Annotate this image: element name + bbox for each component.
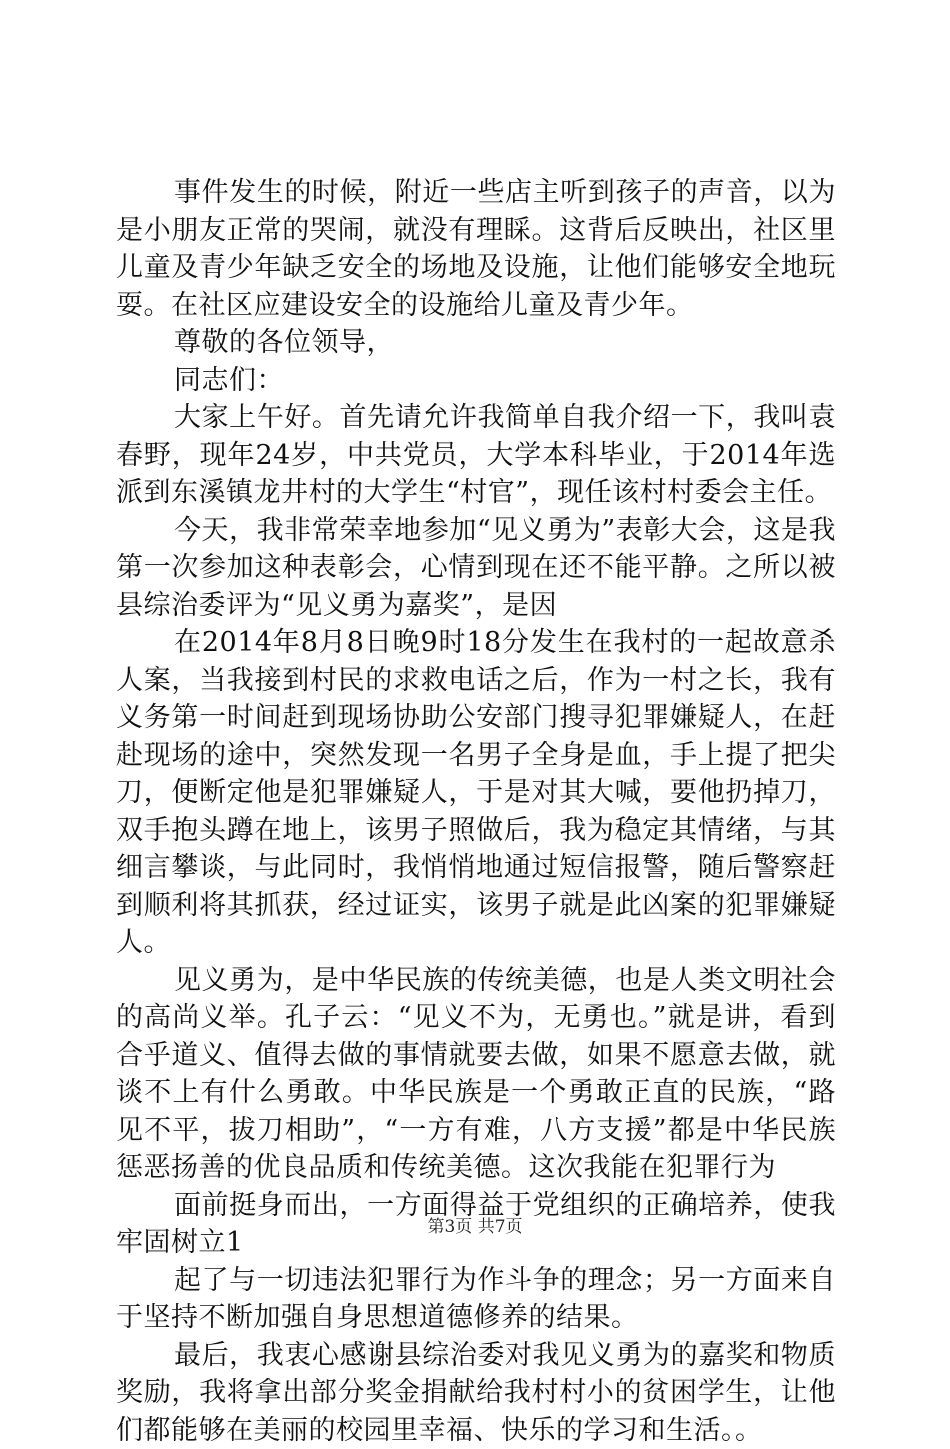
paragraph-self-introduction: 大家上午好。首先请允许我简单自我介绍一下，我叫袁春野，现年24岁，中共党员，大学本科毕业，于2014年选派到东溪镇龙井村的大学生“村官”，现任该村村委会主任。	[116, 399, 836, 512]
paragraph-award-meeting: 今天，我非常荣幸地参加“见义勇为”表彰大会，这是我第一次参加这种表彰会，心情到现在还不能平静。之所以被县综治委评为“见义勇为嘉奖”，是因	[116, 512, 836, 625]
paragraph-incident-context: 事件发生的时候，附近一些店主听到孩子的声音，以为是小朋友正常的哭闹，就没有理睬。这背后反映出，社区里儿童及青少年缺乏安全的场地及设施，让他们能够安全地玩耍。在社区应建设安全的设施给儿童及青少年。	[116, 174, 836, 324]
paragraph-virtue: 见义勇为，是中华民族的传统美德，也是人类文明社会的高尚义举。孔子云：“见义不为，无勇也。”就是讲，看到合乎道义、值得去做的事情就要去做，如果不愿意去做，就谈不上有什么勇敢。中华民族是一个勇敢正直的民族，“路见不平，拔刀相助”，“一方有难，八方支援”都是中华民族惩恶扬善的优良品质和传统美德。这次我能在犯罪行为	[116, 962, 836, 1187]
page-number-footer: 第3页 共7页	[0, 1212, 950, 1237]
paragraph-incident-account: 在2014年8月8日晚9时18分发生在我村的一起故意杀人案，当我接到村民的求救电话之后，作为一村之长，我有义务第一时间赶到现场协助公安部门搜寻犯罪嫌疑人，在赶赴现场的途中，突然发现一名男子全身是血，手上提了把尖刀，便断定他是犯罪嫌疑人，于是对其大喊，要他扔掉刀，双手抱头蹲在地上，该男子照做后，我为稳定其情绪，与其细言攀谈，与此同时，我悄悄地通过短信报警，随后警察赶到顺利将其抓获，经过证实，该男子就是此凶案的犯罪嫌疑人。	[116, 624, 836, 962]
paragraph-self-cultivation: 起了与一切违法犯罪行为作斗争的理念；另一方面来自于坚持不断加强自身思想道德修养的结果。	[116, 1262, 836, 1337]
paragraph-salutation-leaders: 尊敬的各位领导，	[116, 324, 836, 362]
paragraph-closing-thanks: 最后，我衷心感谢县综治委对我见义勇为的嘉奖和物质奖励，我将拿出部分奖金捐献给我村村小的贫困学生，让他们都能够在美丽的校园里幸福、快乐的学习和生活。。	[116, 1337, 836, 1449]
paragraph-party-training: 面前挺身而出，一方面得益于党组织的正确培养，使我牢固树立1	[116, 1187, 836, 1262]
paragraph-salutation-comrades: 同志们：	[116, 362, 836, 400]
document-body	[116, 174, 836, 1449]
